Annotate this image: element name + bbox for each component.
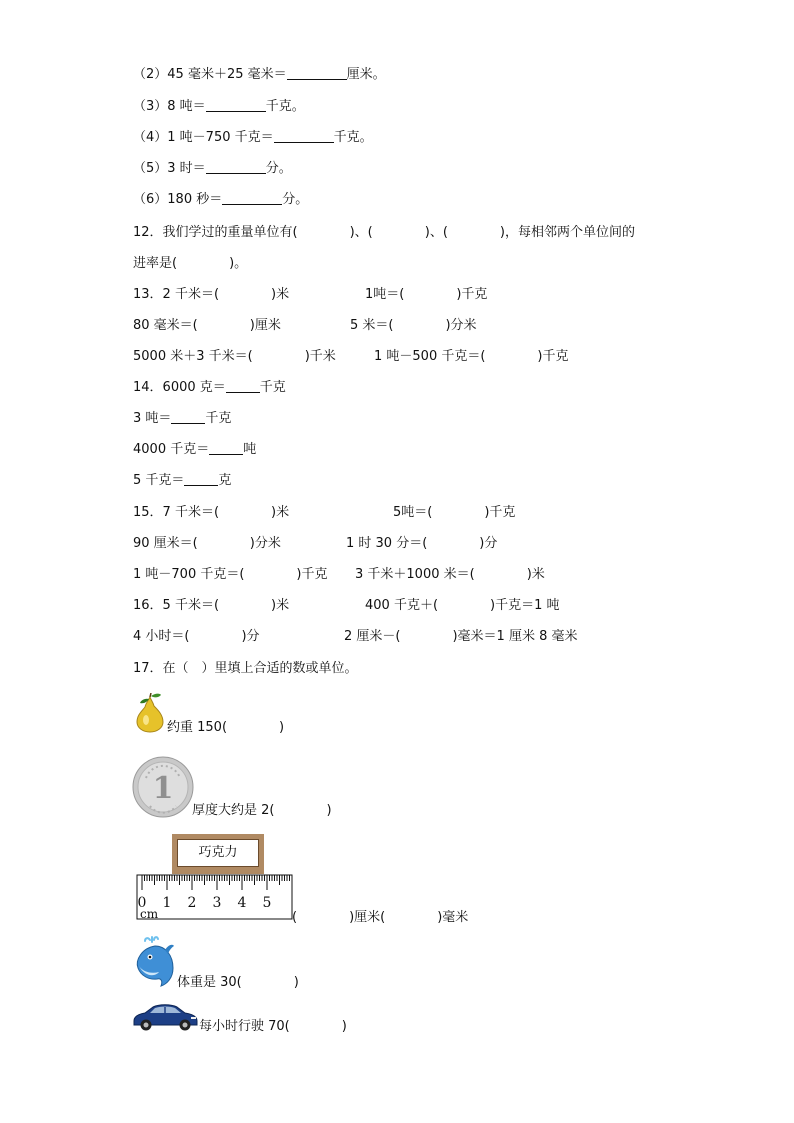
answer-blank[interactable] <box>226 380 260 393</box>
pear-icon <box>133 693 167 733</box>
q16-row1-left: 16．5 千米＝( )米 <box>133 598 290 613</box>
q11-6-text: （6）180 秒＝ <box>133 192 223 207</box>
q11-line-3 <box>133 99 305 115</box>
q13-row3-left: 5000 米＋3 千米＝( )千米 <box>133 349 336 364</box>
q12-line-1: 12．我们学过的重量单位有( )、( )、( )，每相邻两个单位间的 <box>133 225 635 240</box>
answer-blank[interactable] <box>222 192 282 205</box>
q13-row1-left: 13．2 千米＝( )米 <box>133 287 290 302</box>
q14-3-text: 4000 千克＝ <box>133 442 210 457</box>
ruler-tick-label: 2 <box>187 895 197 911</box>
q11-5-text: （5）3 时＝ <box>133 161 206 176</box>
q14-4-text: 5 千克＝ <box>133 473 185 488</box>
q11-line-4 <box>133 130 373 146</box>
q14-line-2 <box>133 411 231 427</box>
ruler-graphic <box>136 874 296 924</box>
ruler-unit: cm <box>140 907 159 921</box>
q17-dolphin-text: 体重是 30( ) <box>177 975 299 990</box>
chocolate-label-box <box>177 839 259 867</box>
q14-line-1 <box>133 380 286 396</box>
answer-blank[interactable] <box>171 411 205 424</box>
q13-row2-right: 5 米＝( )分米 <box>350 318 477 333</box>
ruler-tick-label: 4 <box>237 895 247 911</box>
q11-4-text: （4）1 吨－750 千克＝ <box>133 130 274 145</box>
q15-row3-left: 1 吨－700 千克＝( )千克 <box>133 567 328 582</box>
chocolate-label: 巧克力 <box>198 845 238 860</box>
q17-car-text: 每小时行驶 70( ) <box>199 1019 347 1034</box>
answer-blank[interactable] <box>287 67 347 80</box>
q14-4-unit: 克 <box>218 473 232 488</box>
q15-row1-left: 15．7 千米＝( )米 <box>133 505 290 520</box>
q17-ruler-answer: ( )厘米( )毫米 <box>292 910 469 925</box>
q15-row1-right: 5吨＝( )千克 <box>393 505 516 520</box>
q16-row2-right: 2 厘米－( )毫米＝1 厘米 8 毫米 <box>344 629 578 644</box>
ruler-tick-label: 5 <box>262 895 272 911</box>
q17-coin-text: 厚度大约是 2( ) <box>192 803 332 818</box>
q17-pear-text: 约重 150( ) <box>167 720 285 735</box>
q16-row2-left: 4 小时＝( )分 <box>133 629 260 644</box>
q11-2-unit: 厘米。 <box>346 67 386 82</box>
q13-row1-right: 1吨＝( )千克 <box>365 287 488 302</box>
q13-row3-right: 1 吨－500 千克＝( )千克 <box>374 349 569 364</box>
ruler-tick-label: 3 <box>212 895 222 911</box>
q17-title: 17．在（ ）里填上合适的数或单位。 <box>133 661 358 676</box>
q13-row2-left: 80 毫米＝( )厘米 <box>133 318 281 333</box>
chocolate-bar <box>172 834 264 874</box>
answer-blank[interactable] <box>209 442 243 455</box>
answer-blank[interactable] <box>274 130 334 143</box>
q11-3-text: （3）8 吨＝ <box>133 99 206 114</box>
q11-line-2 <box>133 67 386 83</box>
q14-1-unit: 千克 <box>259 380 286 395</box>
answer-blank[interactable] <box>206 99 266 112</box>
q14-2-unit: 千克 <box>205 411 232 426</box>
q11-2-text: （2）45 毫米＋25 毫米＝ <box>133 67 287 82</box>
q14-1-text: 14．6000 克＝ <box>133 380 226 395</box>
answer-blank[interactable] <box>206 161 266 174</box>
q14-2-text: 3 吨＝ <box>133 411 172 426</box>
q11-line-6 <box>133 192 308 208</box>
q15-row3-right: 3 千米＋1000 米＝( )米 <box>355 567 545 582</box>
q11-6-unit: 分。 <box>282 192 309 207</box>
car-icon <box>131 1002 199 1032</box>
q11-line-5 <box>133 161 292 177</box>
answer-blank[interactable] <box>184 473 218 486</box>
q14-3-unit: 吨 <box>243 442 257 457</box>
q14-line-4 <box>133 473 231 489</box>
q11-3-unit: 千克。 <box>265 99 305 114</box>
q11-4-unit: 千克。 <box>333 130 373 145</box>
ruler-tick-label: 0 <box>137 895 147 911</box>
q15-row2-right: 1 时 30 分＝( )分 <box>346 536 498 551</box>
q11-5-unit: 分。 <box>265 161 292 176</box>
q16-row1-right: 400 千克＋( )千克＝1 吨 <box>365 598 560 613</box>
coin-digit: 1 <box>152 771 174 806</box>
q14-line-3 <box>133 442 256 458</box>
dolphin-icon <box>133 936 177 988</box>
q12-line-2: 进率是( )。 <box>133 256 248 271</box>
coin-icon <box>132 756 194 818</box>
q15-row2-left: 90 厘米＝( )分米 <box>133 536 281 551</box>
ruler-tick-label: 1 <box>162 895 172 911</box>
